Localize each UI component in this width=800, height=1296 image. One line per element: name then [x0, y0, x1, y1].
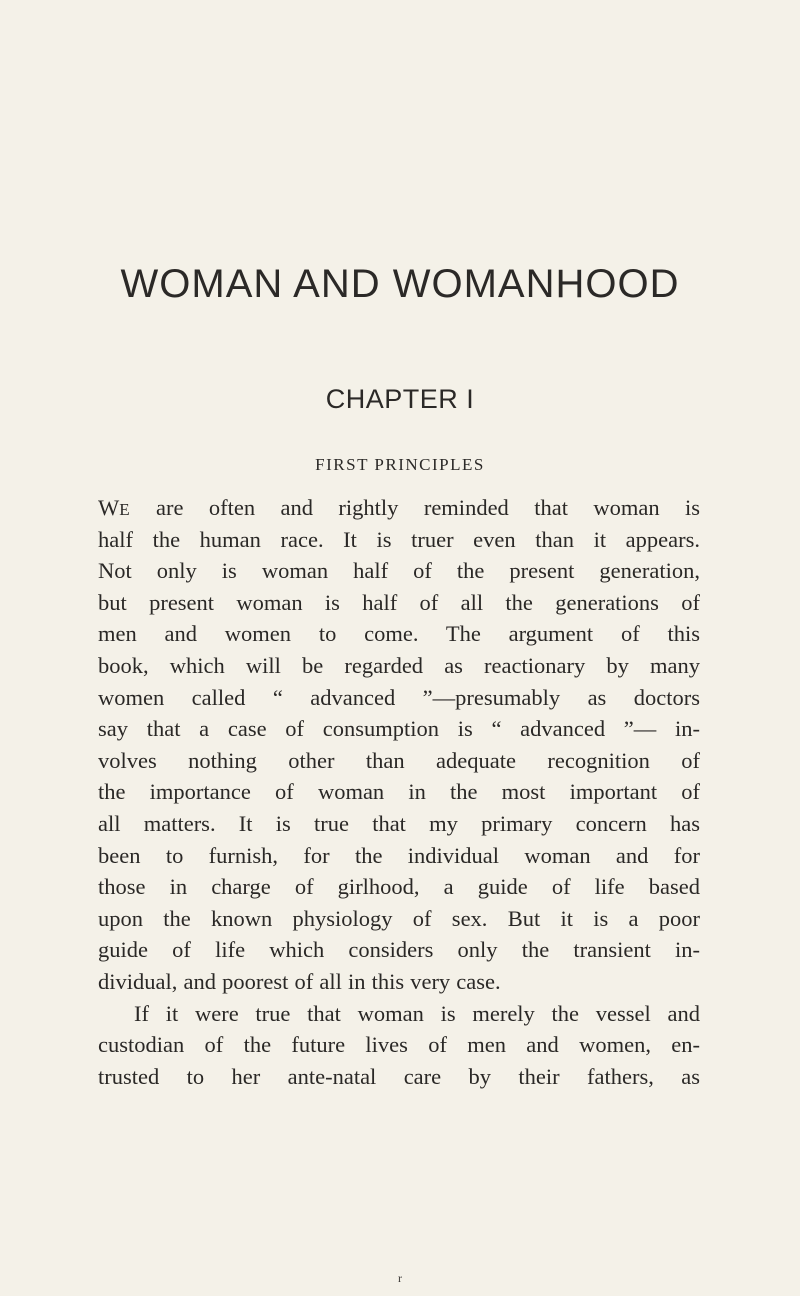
chapter-title: FIRST PRINCIPLES — [315, 455, 485, 474]
text-line: volves nothing other than adequate recognition of — [98, 747, 700, 773]
text-line: half the human race. It is truer even than it appears. — [98, 526, 700, 552]
text-line: but present woman is half of all the generations of — [98, 589, 700, 615]
text-line — [98, 492, 700, 524]
text-line: upon the known physiology of sex. But it is a poor — [98, 905, 700, 931]
text-line: women called “ advanced ”—presumably as doctors — [98, 684, 700, 710]
text-line: been to furnish, for the individual woman and for — [98, 842, 700, 868]
opening-smallcaps: E — [119, 500, 131, 519]
text-line: say that a case of consumption is “ advanced ”— in- — [98, 716, 700, 742]
text-line: all matters. It is true that my primary concern has — [98, 810, 700, 836]
line-text: are often and rightly reminded that woman is — [130, 495, 700, 520]
body-text — [98, 492, 700, 1092]
text-line: book, which will be regarded as reactionary by many — [98, 652, 700, 678]
text-line: guide of life which considers only the transient in- — [98, 937, 700, 963]
book-title: WOMAN AND WOMANHOOD — [120, 262, 680, 306]
text-line: custodian of the future lives of men and women, en- — [98, 1032, 700, 1058]
text-line: the importance of woman in the most important of — [98, 779, 700, 805]
chapter-number: CHAPTER I — [325, 384, 475, 414]
text-line: Not only is woman half of the present generation, — [98, 558, 700, 584]
opening-word — [98, 495, 131, 520]
text-line: those in charge of girlhood, a guide of life based — [98, 874, 700, 900]
opening-initial: W — [98, 495, 120, 520]
text-line: trusted to her ante-natal care by their fathers, as — [98, 1063, 700, 1089]
signature-mark: r — [398, 1271, 402, 1285]
text-line: If it were true that woman is merely the vessel and — [134, 1000, 700, 1026]
text-line: men and women to come. The argument of this — [98, 621, 700, 647]
text-line: dividual, and poorest of all in this very case. — [98, 968, 501, 994]
